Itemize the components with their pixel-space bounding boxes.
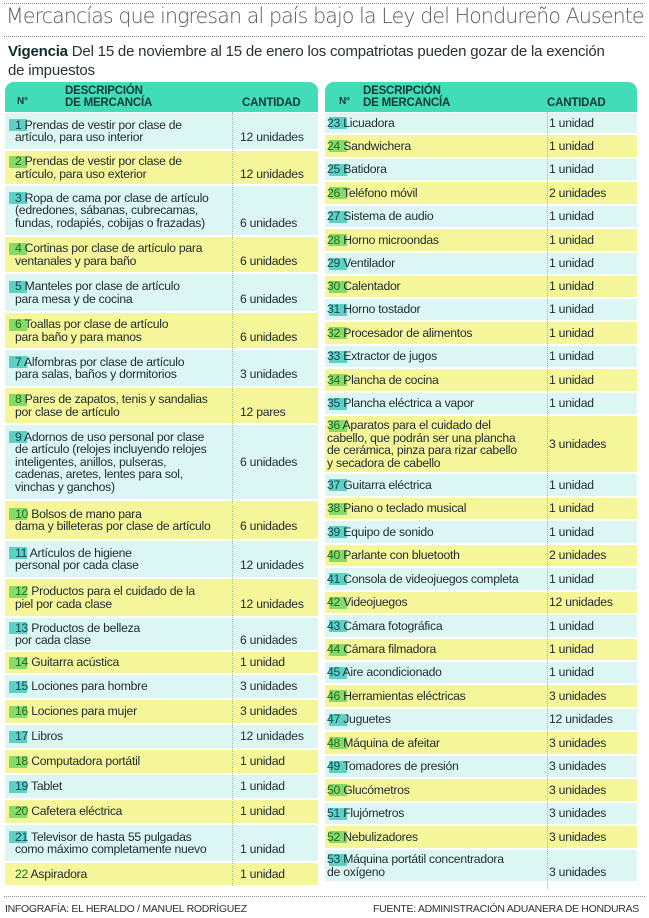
item-quantity: 1 unidad [549, 477, 594, 492]
item-description [15, 805, 122, 818]
item-text: Prendas de vestir por clase de artículo, para uso exterior [15, 154, 182, 181]
header-description: DESCRIPCIÓN DE MERCANCÍA [65, 85, 153, 109]
item-text: Máquina de afeitar [343, 735, 440, 750]
item-number: 49 [327, 759, 341, 774]
item-number: 9 [15, 429, 22, 444]
item-text: Aparatos para el cuidado del cabello, que podrán ser una plancha de cerámica, pinza para rizar cabello y secadora de cabello [327, 418, 517, 470]
item-number: 1 [15, 117, 22, 132]
table-row [5, 749, 318, 774]
item-text: Equipo de sonido [343, 524, 434, 539]
item-number: 30 [327, 279, 341, 294]
item-description [327, 643, 436, 656]
footer-rule [4, 896, 645, 897]
table-row [5, 349, 318, 387]
table-row [325, 778, 637, 802]
item-quantity: 3 unidades [549, 436, 607, 451]
item-quantity: 1 unidad [549, 524, 594, 539]
table-row [325, 275, 637, 298]
table-row [325, 731, 637, 755]
item-quantity: 12 pares [240, 404, 286, 419]
table-row [5, 674, 318, 699]
item-number: 26 [327, 185, 341, 200]
subtitle [8, 42, 608, 80]
table-row [325, 708, 637, 731]
item-text: Computadora portátil [31, 754, 141, 769]
table-row [5, 699, 318, 724]
item-text: Licuadora [343, 115, 395, 130]
item-description [327, 117, 394, 130]
item-quantity: 3 unidades [549, 864, 607, 879]
item-number: 4 [15, 241, 22, 255]
item-quantity: 1 unidad [240, 842, 285, 856]
item-number: 48 [327, 735, 341, 750]
item-quantity: 1 unidad [549, 372, 594, 387]
table-row [325, 112, 637, 134]
item-quantity: 12 unidades [240, 130, 304, 144]
item-quantity: 3 unidades [240, 704, 298, 719]
table-row [325, 755, 637, 778]
item-number: 28 [327, 232, 341, 247]
item-description [15, 656, 119, 669]
table-row [325, 661, 637, 684]
item-number: 15 [15, 679, 29, 694]
item-number: 19 [15, 779, 29, 794]
item-number: 35 [327, 396, 341, 411]
item-text: Máquina portátil concentradora de oxígeno [327, 852, 504, 879]
item-text: Herramientas eléctricas [343, 688, 466, 703]
item-quantity: 1 unidad [549, 325, 594, 340]
table-row [325, 684, 637, 708]
item-number: 21 [15, 829, 29, 844]
item-text: Productos de belleza por cada clase [15, 620, 141, 647]
item-description [15, 730, 63, 743]
item-number: 40 [327, 548, 341, 563]
item-number: 3 [15, 190, 22, 205]
merchandise-table-left [5, 82, 318, 881]
item-quantity: 1 unidad [240, 804, 285, 819]
item-quantity: 12 unidades [240, 166, 304, 181]
item-description [15, 705, 137, 718]
item-quantity: 6 unidades [240, 329, 298, 344]
item-text: Cámara fotográfica [343, 618, 443, 633]
item-description [15, 622, 140, 647]
item-text: Ropa de cama por clase de artículo (edredones, sábanas, cubrecamas, fundas, rodapiés, cobijas o frazadas) [15, 190, 209, 230]
item-description [327, 549, 460, 562]
table-row [325, 181, 637, 205]
item-description [327, 526, 433, 539]
item-quantity: 1 unidad [240, 754, 285, 769]
table-row [325, 544, 637, 567]
item-quantity: 3 unidades [240, 679, 298, 694]
table-row [325, 497, 637, 520]
item-quantity: 3 unidades [549, 759, 607, 774]
item-text: Cámara filmadora [343, 642, 437, 657]
item-number: 33 [327, 349, 341, 364]
item-description [327, 419, 517, 469]
table-row [325, 591, 637, 614]
item-text: Flujómetros [343, 806, 405, 821]
item-number: 2 [15, 154, 22, 168]
table-row [5, 799, 318, 824]
header-number: N° [17, 96, 28, 107]
table-row [5, 862, 318, 886]
item-text: Consola de videojuegos completa [343, 571, 519, 586]
table-row [325, 473, 637, 497]
header-quantity: CANTIDAD [547, 97, 606, 109]
table-row [5, 273, 318, 312]
item-text: Lociones para mujer [31, 704, 137, 719]
table-row [325, 520, 637, 544]
item-text: Parlante con bluetooth [343, 548, 460, 563]
item-quantity: 12 unidades [240, 729, 304, 744]
page-title: Mercancías que ingresan al país bajo la Ley del Hondureño Ausente [6, 4, 644, 29]
table-row [5, 312, 318, 349]
table-row [5, 236, 318, 273]
item-quantity: 1 unidad [549, 115, 594, 130]
item-number: 39 [327, 524, 341, 539]
item-description [327, 831, 418, 844]
header-description: DESCRIPCIÓN DE MERCANCÍA [363, 85, 451, 109]
item-quantity: 1 unidad [240, 866, 285, 881]
table-row [325, 228, 637, 252]
item-number: 37 [327, 477, 341, 492]
table-row [325, 392, 637, 415]
item-quantity: 12 unidades [549, 712, 613, 727]
table-row [5, 724, 318, 749]
item-text: Lociones para hombre [31, 679, 148, 694]
table-row [325, 158, 637, 181]
item-text: Ventilador [343, 256, 395, 271]
table-row [325, 368, 637, 392]
item-description [327, 784, 410, 797]
item-quantity: 1 unidad [240, 655, 285, 670]
table-row [5, 500, 318, 540]
item-number: 52 [327, 829, 341, 844]
item-description [327, 350, 437, 363]
item-text: Cafetera eléctrica [31, 804, 123, 819]
item-number: 11 [15, 545, 28, 560]
item-text: Aspiradora [30, 866, 87, 881]
item-text: Extractor de jugos [343, 349, 437, 364]
item-text: Sandwichera [343, 138, 411, 153]
header-number: N° [339, 96, 350, 107]
item-text: Adornos de uso personal por clase de artículo (relojes incluyendo relojes inteligentes, anillos, pulseras, cadenas, aretes, lentes para sol, vinchas y ganchos) [15, 429, 207, 494]
item-text: Prendas de vestir por clase de artículo, para uso interior [15, 117, 182, 144]
item-number: 31 [327, 302, 341, 317]
item-text: Televisor de hasta 55 pulgadas como máximo completamente nuevo [15, 829, 207, 856]
subtitle-text: Del 15 de noviembre al 15 de enero los compatriotas pueden gozar de la exención de impuestos [8, 43, 605, 79]
source-text: FUENTE: ADMINISTRACIÓN ADUANERA DE HONDURAS [373, 903, 639, 915]
item-description [327, 397, 474, 410]
item-text: Alfombras por clase de artículo para salas, baños y dormitorios [15, 354, 185, 381]
item-number: 32 [327, 325, 341, 340]
table-row [325, 614, 637, 638]
item-description [327, 573, 518, 586]
item-quantity: 1 unidad [549, 302, 594, 317]
table-row [5, 540, 318, 578]
item-number: 53 [327, 852, 341, 866]
item-quantity: 6 unidades [240, 454, 298, 469]
item-text: Manteles por clase de artículo para mesa y de cocina [15, 279, 180, 306]
item-text: Horno microondas [343, 232, 439, 247]
item-number: 13 [15, 620, 29, 635]
item-text: Tomadores de presión [342, 759, 459, 774]
item-quantity: 1 unidad [549, 396, 594, 411]
item-description [15, 680, 147, 693]
item-number: 12 [15, 584, 29, 598]
item-number: 14 [15, 655, 29, 670]
item-quantity: 6 unidades [240, 215, 298, 230]
item-quantity: 6 unidades [240, 291, 298, 306]
item-description [327, 280, 400, 293]
item-number: 27 [327, 209, 341, 224]
item-number: 16 [15, 704, 29, 719]
table-row [5, 578, 318, 617]
table-row [325, 638, 637, 661]
item-quantity: 6 unidades [240, 253, 298, 268]
table-row [325, 825, 637, 849]
item-description [327, 210, 433, 223]
table-row [325, 252, 637, 275]
item-description [327, 853, 504, 878]
item-number: 50 [327, 782, 341, 797]
item-description [15, 393, 208, 418]
item-quantity: 12 unidades [549, 595, 613, 610]
table-row [5, 150, 318, 185]
column-divider-left [232, 112, 233, 886]
item-quantity: 1 unidad [549, 642, 594, 657]
item-description [327, 327, 472, 340]
item-quantity: 1 unidad [549, 256, 594, 271]
item-text: Cortinas por clase de artículo para ventanales y para baño [15, 241, 203, 268]
item-quantity: 1 unidad [549, 349, 594, 364]
item-number: 34 [327, 372, 341, 387]
header-quantity: CANTIDAD [242, 97, 301, 109]
item-quantity: 1 unidad [549, 571, 594, 586]
item-quantity: 12 unidades [240, 596, 304, 611]
item-quantity: 3 unidades [240, 367, 298, 381]
item-number: 8 [15, 392, 22, 406]
item-number: 41 [327, 571, 341, 586]
item-text: Tablet [30, 779, 63, 794]
table-row [5, 617, 318, 651]
item-quantity: 3 unidades [549, 782, 607, 797]
item-text: Pares de zapatos, tenis y sandalias por clase de artículo [15, 392, 208, 419]
item-description [327, 140, 411, 153]
item-quantity: 1 unidad [549, 162, 594, 177]
item-number: 22 [15, 866, 29, 881]
item-number: 44 [327, 642, 341, 657]
item-quantity: 3 unidades [549, 806, 607, 821]
table-row [5, 112, 318, 150]
item-text: Plancha eléctrica a vapor [343, 396, 474, 411]
item-quantity: 1 unidad [549, 138, 594, 153]
item-description [327, 737, 440, 750]
item-text: Glucómetros [343, 782, 410, 797]
item-number: 24 [327, 138, 341, 153]
item-number: 46 [327, 688, 341, 703]
item-text: Aire acondicionado [342, 665, 442, 680]
table-row [5, 424, 318, 500]
item-number: 51 [327, 806, 341, 821]
item-number: 20 [15, 804, 29, 819]
item-text: Procesador de alimentos [343, 325, 473, 340]
item-quantity: 1 unidad [240, 779, 285, 794]
item-number: 42 [327, 595, 341, 610]
subtitle-label: Vigencia [8, 43, 68, 60]
item-text: Guitarra acústica [31, 655, 120, 670]
table-row [325, 849, 637, 882]
table-row [325, 415, 637, 473]
item-text: Horno tostador [343, 302, 421, 317]
table-row [5, 185, 318, 236]
table-row [325, 321, 637, 345]
item-description [15, 119, 182, 144]
item-description [327, 596, 407, 609]
item-description [327, 303, 420, 316]
item-number: 18 [15, 754, 29, 769]
table-header [325, 82, 637, 112]
item-description [15, 318, 168, 343]
item-number: 23 [327, 115, 341, 130]
item-quantity: 1 unidad [549, 279, 594, 294]
item-text: Artículos de higiene personal por cada clase [15, 545, 139, 572]
item-description [327, 257, 395, 270]
item-description [327, 187, 417, 200]
item-description [327, 374, 439, 387]
item-text: Bolsos de mano para dama y billeteras por clase de artículo [15, 506, 211, 533]
item-quantity: 3 unidades [549, 735, 607, 750]
merchandise-table-right [325, 82, 637, 879]
table-row [325, 567, 637, 591]
item-description [15, 356, 184, 381]
item-description [15, 755, 140, 768]
table-row [325, 298, 637, 321]
item-number: 10 [15, 506, 29, 521]
item-text: Sistema de audio [343, 209, 434, 224]
item-description [327, 479, 432, 492]
item-description [327, 760, 459, 773]
item-quantity: 3 unidades [549, 829, 607, 844]
item-description [327, 620, 442, 633]
item-text: Piano o teclado musical [343, 501, 467, 516]
item-number: 47 [327, 712, 341, 727]
item-number: 43 [327, 618, 341, 633]
item-quantity: 6 unidades [240, 519, 298, 533]
item-description [327, 690, 465, 703]
item-quantity: 3 unidades [549, 688, 607, 703]
item-text: Libros [31, 729, 63, 744]
item-number: 36 [327, 418, 341, 432]
item-description [327, 234, 439, 247]
item-number: 6 [15, 317, 22, 331]
item-quantity: 1 unidad [549, 665, 594, 680]
item-description [15, 508, 211, 533]
item-description [327, 807, 404, 820]
item-quantity: 6 unidades [240, 633, 298, 647]
item-text: Toallas por clase de artículo para baño y para manos [15, 317, 169, 344]
table-row [5, 387, 318, 424]
table-row [325, 134, 637, 158]
item-description [15, 431, 206, 494]
item-quantity: 2 unidades [549, 548, 607, 563]
item-number: 29 [327, 256, 341, 271]
column-divider-right [547, 112, 548, 890]
item-description [15, 868, 87, 881]
table-row [325, 345, 637, 368]
item-description [15, 155, 182, 180]
item-description [327, 666, 442, 679]
credit-text: INFOGRAFÍA: EL HERALDO / MANUEL RODRÍGUEZ [5, 903, 247, 915]
item-quantity: 1 unidad [549, 501, 594, 516]
item-number: 5 [15, 279, 22, 293]
title-rule [4, 36, 645, 37]
item-text: Guitarra eléctrica [343, 477, 432, 492]
item-description [327, 502, 466, 515]
table-row [5, 774, 318, 799]
item-description [15, 242, 202, 267]
table-row [325, 205, 637, 228]
item-quantity: 1 unidad [549, 618, 594, 633]
item-text: Videojuegos [343, 595, 408, 610]
item-description [15, 585, 195, 610]
item-number: 7 [15, 354, 22, 369]
item-text: Teléfono móvil [342, 185, 418, 200]
item-quantity: 1 unidad [549, 209, 594, 224]
item-text: Juguetes [343, 712, 391, 727]
item-text: Batidora [343, 162, 387, 177]
item-description [327, 163, 387, 176]
item-description [15, 280, 180, 305]
item-text: Productos para el cuidado de la piel por cada clase [15, 584, 195, 611]
item-quantity: 1 unidad [549, 232, 594, 247]
item-quantity: 12 unidades [240, 558, 304, 572]
table-row [325, 802, 637, 825]
item-description [327, 713, 391, 726]
item-text: Plancha de cocina [343, 372, 439, 387]
item-number: 45 [327, 665, 341, 680]
item-description [15, 547, 139, 572]
table-row [5, 824, 318, 862]
item-description [15, 192, 209, 230]
item-description [15, 780, 62, 793]
item-quantity: 2 unidades [549, 185, 607, 200]
table-header [5, 82, 318, 112]
item-number: 17 [15, 729, 29, 744]
item-description [15, 831, 206, 856]
item-number: 38 [327, 501, 341, 516]
table-row [5, 651, 318, 674]
item-text: Nebulizadores [343, 829, 418, 844]
item-number: 25 [327, 162, 341, 177]
item-text: Calentador [343, 279, 401, 294]
